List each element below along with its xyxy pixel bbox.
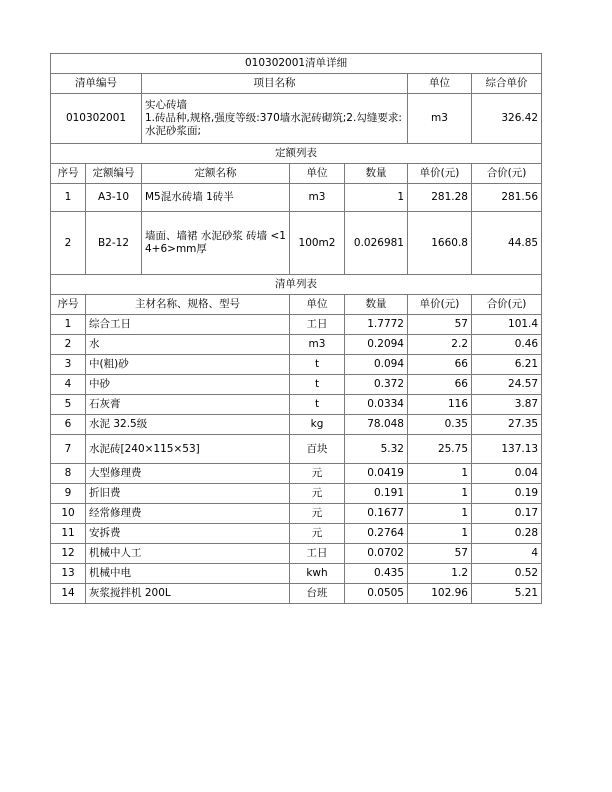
materials-seq: 10 bbox=[51, 504, 86, 524]
materials-qty-header: 数量 bbox=[345, 295, 408, 315]
materials-price-header: 单价(元) bbox=[408, 295, 472, 315]
materials-unit: kg bbox=[290, 415, 345, 435]
bill-detail-table bbox=[50, 53, 542, 604]
materials-row bbox=[51, 464, 542, 484]
quota-name: M5混水砖墙 1砖半 bbox=[142, 184, 290, 212]
bill-item-code: 010302001 bbox=[51, 94, 142, 144]
materials-row bbox=[51, 435, 542, 464]
materials-row bbox=[51, 564, 542, 584]
materials-total: 6.21 bbox=[472, 355, 542, 375]
materials-total: 4 bbox=[472, 544, 542, 564]
materials-qty: 0.435 bbox=[345, 564, 408, 584]
bill-item-spec: 1.砖品种,规格,强度等级:370墙水泥砖砌筑;2.勾缝要求:水泥砂浆面; bbox=[145, 112, 402, 137]
materials-unit: 工日 bbox=[290, 315, 345, 335]
bill-name-header: 项目名称 bbox=[142, 74, 408, 94]
bill-title: 010302001清单详细 bbox=[51, 54, 542, 74]
materials-name: 石灰膏 bbox=[86, 395, 290, 415]
quota-code-header: 定额编号 bbox=[86, 164, 142, 184]
materials-row bbox=[51, 375, 542, 395]
bill-title-row bbox=[51, 54, 542, 74]
materials-price: 1 bbox=[408, 504, 472, 524]
materials-name: 经常修理费 bbox=[86, 504, 290, 524]
materials-qty: 0.2094 bbox=[345, 335, 408, 355]
materials-seq: 8 bbox=[51, 464, 86, 484]
materials-seq: 13 bbox=[51, 564, 86, 584]
bill-item-name: 实心砖墙 bbox=[145, 99, 187, 111]
quota-unit-header: 单位 bbox=[290, 164, 345, 184]
materials-row bbox=[51, 484, 542, 504]
materials-name: 综合工日 bbox=[86, 315, 290, 335]
materials-seq: 14 bbox=[51, 584, 86, 604]
materials-price: 25.75 bbox=[408, 435, 472, 464]
materials-name-header: 主材名称、规格、型号 bbox=[86, 295, 290, 315]
materials-seq: 9 bbox=[51, 484, 86, 504]
materials-price: 102.96 bbox=[408, 584, 472, 604]
materials-price: 0.35 bbox=[408, 415, 472, 435]
quota-code: B2-12 bbox=[86, 212, 142, 275]
materials-name: 水 bbox=[86, 335, 290, 355]
materials-title-row bbox=[51, 275, 542, 295]
materials-name: 水泥 32.5级 bbox=[86, 415, 290, 435]
materials-unit-header: 单位 bbox=[290, 295, 345, 315]
materials-seq: 1 bbox=[51, 315, 86, 335]
materials-title: 清单列表 bbox=[51, 275, 542, 295]
quota-qty-header: 数量 bbox=[345, 164, 408, 184]
materials-seq: 7 bbox=[51, 435, 86, 464]
bill-unit-header: 单位 bbox=[408, 74, 472, 94]
quota-qty: 0.026981 bbox=[345, 212, 408, 275]
materials-total: 0.17 bbox=[472, 504, 542, 524]
materials-total-header: 合价(元) bbox=[472, 295, 542, 315]
quota-total: 44.85 bbox=[472, 212, 542, 275]
bill-code-header: 清单编号 bbox=[51, 74, 142, 94]
materials-row bbox=[51, 315, 542, 335]
materials-qty: 0.0419 bbox=[345, 464, 408, 484]
materials-name: 水泥砖[240×115×53] bbox=[86, 435, 290, 464]
quota-price: 1660.8 bbox=[408, 212, 472, 275]
quota-seq-header: 序号 bbox=[51, 164, 86, 184]
materials-price: 1 bbox=[408, 464, 472, 484]
materials-row bbox=[51, 524, 542, 544]
materials-price: 116 bbox=[408, 395, 472, 415]
materials-total: 24.57 bbox=[472, 375, 542, 395]
materials-seq: 6 bbox=[51, 415, 86, 435]
materials-total: 0.19 bbox=[472, 484, 542, 504]
materials-total: 5.21 bbox=[472, 584, 542, 604]
quota-code: A3-10 bbox=[86, 184, 142, 212]
materials-row bbox=[51, 504, 542, 524]
materials-name: 大型修理费 bbox=[86, 464, 290, 484]
materials-name: 中砂 bbox=[86, 375, 290, 395]
quota-total-header: 合价(元) bbox=[472, 164, 542, 184]
materials-seq: 3 bbox=[51, 355, 86, 375]
bill-header-row bbox=[51, 74, 542, 94]
materials-unit: 元 bbox=[290, 524, 345, 544]
materials-unit: 元 bbox=[290, 504, 345, 524]
bill-item-row bbox=[51, 94, 542, 144]
materials-price: 57 bbox=[408, 315, 472, 335]
quota-total: 281.56 bbox=[472, 184, 542, 212]
materials-qty: 0.2764 bbox=[345, 524, 408, 544]
materials-list bbox=[51, 315, 542, 604]
materials-price: 2.2 bbox=[408, 335, 472, 355]
materials-unit: 百块 bbox=[290, 435, 345, 464]
quota-title: 定额列表 bbox=[51, 144, 542, 164]
materials-price: 1 bbox=[408, 524, 472, 544]
materials-name: 机械中电 bbox=[86, 564, 290, 584]
bill-item-price: 326.42 bbox=[472, 94, 542, 144]
materials-price: 1.2 bbox=[408, 564, 472, 584]
materials-name: 机械中人工 bbox=[86, 544, 290, 564]
materials-name: 中(粗)砂 bbox=[86, 355, 290, 375]
materials-qty: 1.7772 bbox=[345, 315, 408, 335]
materials-unit: t bbox=[290, 395, 345, 415]
quota-seq: 1 bbox=[51, 184, 86, 212]
materials-row bbox=[51, 584, 542, 604]
materials-row bbox=[51, 355, 542, 375]
materials-total: 3.87 bbox=[472, 395, 542, 415]
materials-unit: kwh bbox=[290, 564, 345, 584]
materials-row bbox=[51, 415, 542, 435]
materials-total: 137.13 bbox=[472, 435, 542, 464]
materials-price: 57 bbox=[408, 544, 472, 564]
materials-name: 安拆费 bbox=[86, 524, 290, 544]
quota-price: 281.28 bbox=[408, 184, 472, 212]
quota-title-row bbox=[51, 144, 542, 164]
quota-seq: 2 bbox=[51, 212, 86, 275]
materials-row bbox=[51, 544, 542, 564]
materials-price: 1 bbox=[408, 484, 472, 504]
materials-unit: t bbox=[290, 375, 345, 395]
quota-name-header: 定额名称 bbox=[142, 164, 290, 184]
quota-name: 墙面、墙裙 水泥砂浆 砖墙 <14+6>mm厚 bbox=[142, 212, 290, 275]
materials-name: 灰浆搅拌机 200L bbox=[86, 584, 290, 604]
quota-row bbox=[51, 184, 542, 212]
quota-unit: 100m2 bbox=[290, 212, 345, 275]
materials-seq: 11 bbox=[51, 524, 86, 544]
materials-unit: 台班 bbox=[290, 584, 345, 604]
materials-seq: 5 bbox=[51, 395, 86, 415]
materials-unit: t bbox=[290, 355, 345, 375]
quota-price-header: 单价(元) bbox=[408, 164, 472, 184]
materials-qty: 0.1677 bbox=[345, 504, 408, 524]
bill-item-unit: m3 bbox=[408, 94, 472, 144]
materials-row bbox=[51, 335, 542, 355]
materials-qty: 0.372 bbox=[345, 375, 408, 395]
materials-price: 66 bbox=[408, 375, 472, 395]
materials-row bbox=[51, 395, 542, 415]
materials-seq-header: 序号 bbox=[51, 295, 86, 315]
materials-total: 0.46 bbox=[472, 335, 542, 355]
materials-qty: 0.191 bbox=[345, 484, 408, 504]
materials-unit: m3 bbox=[290, 335, 345, 355]
materials-name: 折旧费 bbox=[86, 484, 290, 504]
materials-seq: 12 bbox=[51, 544, 86, 564]
materials-total: 101.4 bbox=[472, 315, 542, 335]
materials-qty: 0.094 bbox=[345, 355, 408, 375]
materials-total: 0.52 bbox=[472, 564, 542, 584]
materials-header-row bbox=[51, 295, 542, 315]
materials-unit: 元 bbox=[290, 464, 345, 484]
materials-unit: 工日 bbox=[290, 544, 345, 564]
materials-qty: 5.32 bbox=[345, 435, 408, 464]
bill-item-description bbox=[142, 94, 408, 144]
quota-row bbox=[51, 212, 542, 275]
materials-qty: 0.0505 bbox=[345, 584, 408, 604]
materials-total: 0.28 bbox=[472, 524, 542, 544]
materials-qty: 0.0702 bbox=[345, 544, 408, 564]
materials-qty: 0.0334 bbox=[345, 395, 408, 415]
materials-price: 66 bbox=[408, 355, 472, 375]
materials-unit: 元 bbox=[290, 484, 345, 504]
materials-seq: 4 bbox=[51, 375, 86, 395]
materials-seq: 2 bbox=[51, 335, 86, 355]
materials-total: 0.04 bbox=[472, 464, 542, 484]
quota-header-row bbox=[51, 164, 542, 184]
quota-unit: m3 bbox=[290, 184, 345, 212]
bill-price-header: 综合单价 bbox=[472, 74, 542, 94]
materials-qty: 78.048 bbox=[345, 415, 408, 435]
quota-qty: 1 bbox=[345, 184, 408, 212]
materials-total: 27.35 bbox=[472, 415, 542, 435]
